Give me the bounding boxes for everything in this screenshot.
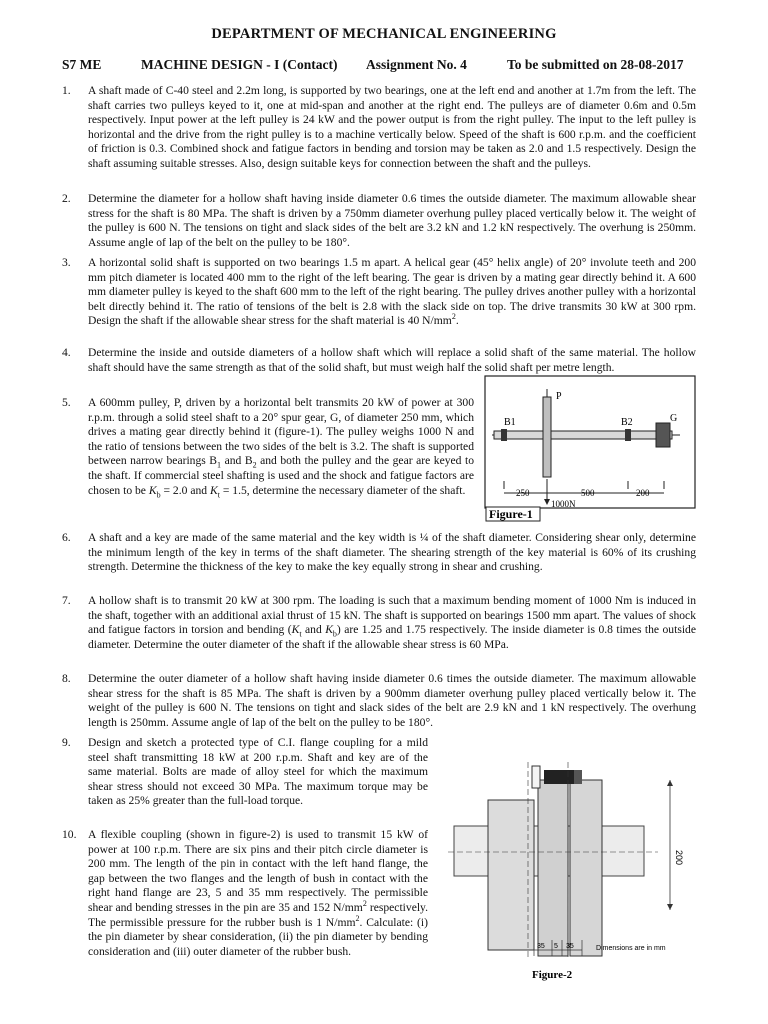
figure-1 — [484, 375, 696, 523]
question-3: A horizontal solid shaft is supported on two bearings 1.5 m apart. A helical gear (45° helix angle) of 20° involute teeth and 200 mm pitch diameter is located 400 mm to the right of the left bearing. The gear is driven by a mating gear directly behind it. A 600 mm diameter pulley is keyed to the shaft 600 mm to the left of the right bearing. The pulley drives another pulley with a horizontal belt directly behind it. The ratio of tensions of the belt is 2.8 with the slack side on top. The drive transmits 30 kW at 300 rpm. Design the shaft if the allowable shear stress for the shaft material is 40 $N/mm^2$. — [88, 256, 696, 328]
figure-1-label: Figure-1 — [489, 507, 533, 521]
question-number: 9. — [62, 736, 71, 749]
question-2: Determine the diameter for a hollow shaft having inside diameter 0.6 times the outside diameter. The maximum allowable shear stress for the shaft is 80 MPa. The shaft is driven by a 750mm diameter overhung pulley placed vertically below it. The weight of the pulley is 600 N. The tensions on tight and slack sides of the belt are 3.2 kN and 1.2 kN respectively. The overhung is 250mm. Assume angle of lap of the belt on the pulley to be 180°. — [88, 192, 696, 249]
question-4: Determine the inside and outside diameters of a hollow shaft which will replace a solid shaft of the same material. The hollow shaft should have the same strength as that of the solid shaft, but must weigh half the solid shaft per metre length. — [88, 346, 696, 374]
question-9: Design and sketch a protected type of C.I. flange coupling for a mild steel shaft transmitting 18 kW at 200 r.p.m. Shaft and key are of the same material. Bolts are made of alloy steel for which the maximum shear stress should not exceed 30 MPa. The maximum torque may be taken as 25% greater than the full-load torque. — [88, 736, 428, 808]
course-title: MACHINE DESIGN - I (Contact) — [141, 57, 338, 72]
course-code: S7 ME — [62, 57, 102, 72]
question-number: 2. — [62, 192, 71, 205]
question-number: 6. — [62, 531, 71, 544]
figure-2-label: Figure-2 — [532, 969, 573, 981]
figure-2 — [448, 760, 708, 990]
question-number: 8. — [62, 672, 71, 685]
question-number: 3. — [62, 256, 71, 269]
question-number: 7. — [62, 594, 71, 607]
bearing-b1 — [501, 429, 507, 441]
question-number: 4. — [62, 346, 71, 359]
bearing-b2 — [625, 429, 631, 441]
due-date: To be submitted on 28-08-2017 — [507, 57, 684, 72]
svg-text:35: 35 — [566, 943, 574, 950]
question-7: A hollow shaft is to transmit 20 kW at 300 rpm. The loading is such that a maximum bending moment of 1000 Nm is induced in the shaft, together with an additional axial thrust of 15 kN. The shaft is supported on bearings 1500 mm apart. The values of shock and fatigue factors in torsion and bending ($K_t$ and $K_b$) are 1.25 and 1.75 respectively. The inside diameter is 0.8 times the outside diameter. Determine the outer diameter of the shaft if the allowable shear stress is 60 MPa. — [88, 594, 696, 651]
svg-text:35: 35 — [537, 943, 545, 950]
svg-text:P: P — [556, 391, 562, 402]
question-number: 5. — [62, 396, 71, 409]
rubber-bush — [544, 770, 574, 784]
question-1: A shaft made of C-40 steel and 2.2m long, is supported by two bearings, one at the left end and another at 1.7m from the left. The shaft carries two pulleys keyed to it, one at mid-span and another at the right end. The pulleys are of diameter 0.6m and 0.5m respectively. Input power at the left pulley is 24 kW and the power output is from the right pulley. The input to the left pulley is horizontal and the drive from the right pulley is to a machine vertically below. Speed of the shaft is 600 r.p.m. and the coefficient of friction is 0.3. Combined shock and fatigue factors in bending and torsion may be taken as 2.0 and 1.5 respectively. Design the shaft assuming suitable stresses. Also, design suitable keys for connection between the shaft and the pulleys. — [88, 84, 696, 170]
question-5: A 600mm pulley, P, driven by a horizontal belt transmits 20 kW of power at 300 r.p.m. through a solid steel shaft to a 20° spur gear, G, of diameter 250 mm, which drives a mating gear directly behind it (figure-1). The pulley weighs 1000 N and the ratio of tensions between the two sides of the belt is 3.2. The shaft is supported between narrow bearings $B_1$ and $B_2$ and both the pulley and the gear are keyed to the shaft. If commercial steel shafting is used and the shock and fatigue factors are chosen to be $K_b = 2.0$ and $K_t = 1.5$, determine the necessary diameter of the shaft. — [88, 396, 475, 499]
svg-text:G: G — [670, 413, 678, 424]
figure-2-note: Dimensions are in mm — [596, 945, 666, 952]
svg-text:200: 200 — [674, 850, 684, 866]
svg-text:250: 250 — [516, 488, 530, 498]
svg-text:B2: B2 — [621, 417, 633, 428]
question-8: Determine the outer diameter of a hollow shaft having inside diameter 0.6 times the outside diameter. The maximum allowable shear stress for the shaft is 85 MPa. The shaft is driven by a 900mm diameter overhung pulley placed vertically below it. The weight of the pulley is 600 N. The tensions on tight and slack sides of the belt are 2.9 kN and 1 kN respectively. The overhung length is 250mm. Assume angle of lap of the belt on the pulley to be 180°. — [88, 672, 696, 729]
pin — [532, 766, 540, 788]
question-10: A flexible coupling (shown in figure-2) is used to transmit 15 kW of power at 100 r.p.m. There are six pins and their pitch circle diameter is 200 mm. The length of the pin in contact with the left hand flange, the gap between the two flanges and the length of bush in contact with the right hand flange are 23, 5 and 35 mm respectively. The permissible shear and bending stresses in the pin are 35 and 152 $N/mm^2$ respectively. The permissible pressure for the rubber bush is 1 $N/mm^2$. Calculate: (i) the pin diameter by shear consideration, (ii) the pin diameter by bending consideration and (iii) outer diameter of the rubber bush. — [88, 828, 428, 958]
question-6: A shaft and a key are made of the same material and the key width is ¼ of the shaft diameter. Considering shear only, determine the minimum length of the key in terms of the shaft diameter. The shearing strength of the key material is 60% of its crushing strength. Determine the thickness of the key to make the key equally strong in shear and crushing. — [88, 531, 696, 574]
shaft — [494, 431, 672, 439]
svg-text:1000N: 1000N — [551, 499, 576, 509]
svg-text:B1: B1 — [504, 417, 516, 428]
svg-text:5: 5 — [554, 943, 558, 950]
pulley — [543, 397, 551, 477]
svg-text:500: 500 — [581, 488, 595, 498]
right-flange — [570, 780, 602, 956]
left-flange — [488, 800, 534, 950]
svg-text:200: 200 — [636, 488, 650, 498]
gear — [656, 423, 670, 447]
assignment-number: Assignment No. 4 — [366, 57, 467, 72]
question-number: 10. — [62, 828, 77, 841]
department-title: DEPARTMENT OF MECHANICAL ENGINEERING — [211, 26, 557, 42]
question-number: 1. — [62, 84, 71, 97]
